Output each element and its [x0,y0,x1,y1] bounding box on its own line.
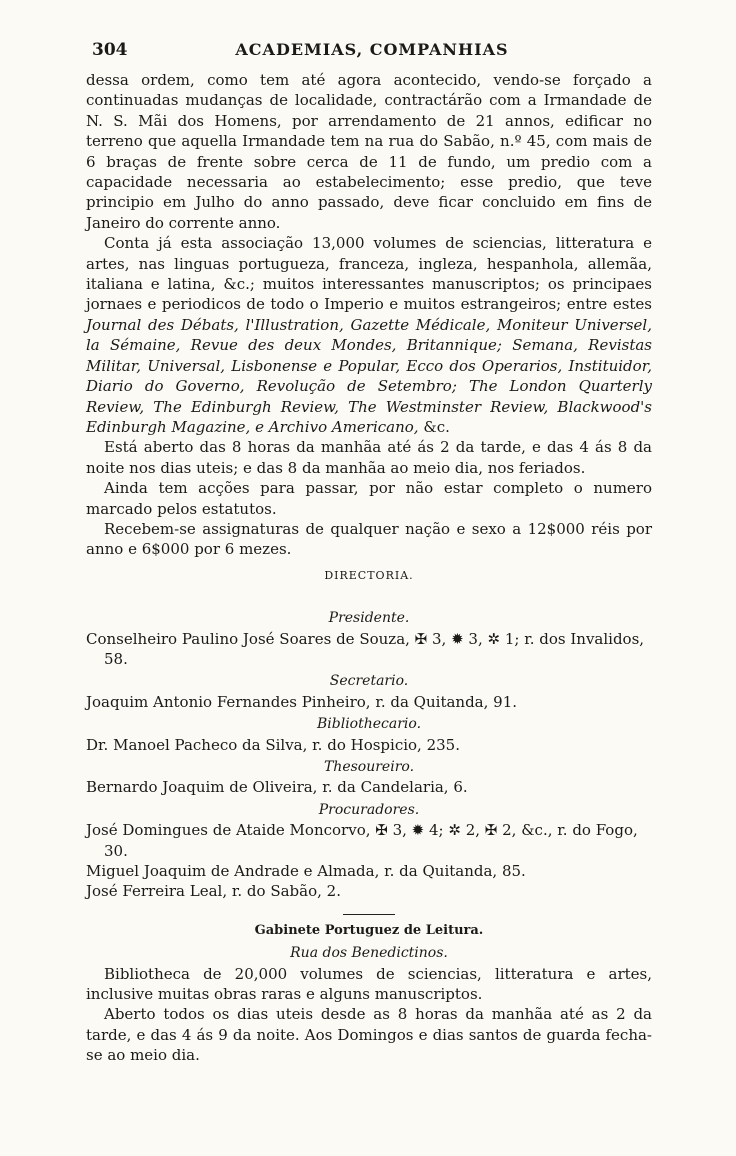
section-subtitle: Rua dos Benedictinos. [290,945,448,962]
collection-text-end: &c. [418,417,450,436]
role-treasurer: Thesoureiro. [323,759,415,775]
page-number: 304 [92,40,128,60]
role-secretary: Secretario. [329,673,409,690]
running-title: ACADEMIAS, COMPANHIAS [235,40,509,59]
periodical-titles: Journal des Débats, l'Illustration, Gazette Médicale, Moniteur Universel, la Sémaine, Revue des deux Mondes, Britannique; Semana, Revistas Militar, Universal, Lisbonense e Popular, Ecco dos Operarios, Instituidor, Diario do Governo, Revolução de Setembro; The London Quarterly Review, The Edinburgh Review, The Westminster Review, Blackwood's Edinburgh Magazine, e Archivo Americano, [86,315,652,436]
entry-attorney: Miguel Joaquim de Andrade e Almada, r. da Quitanda, 85. [86,862,526,881]
directory-heading: DIRECTORIA. [324,568,414,582]
section-divider [343,914,395,915]
paragraph-building: dessa ordem, como tem até agora acontecido, vendo-se forçado a continuadas mudanças de localidade, contractárão com a Irmandade de N. S. Mãi dos Homens, por arrendamento de 21 annos, edificar no terreno que aquella Irmandade tem na rua do Sabão, n.º 45, com mais de 6 braças de frente sobre cerca de 11 de fundo, um predio com a capacidade necessaria ao estabelecimento; esse predio, que teve principio em Julho do anno passado, deve ficar concluido em fins de Janeiro do corrente anno. [86,71,652,232]
paragraph-collection [86,233,652,437]
entry-president: Conselheiro Paulino José Soares de Souza, ✠ 3, ✹ 3, ✲ 1; r. dos Invalidos, 58. [86,629,645,668]
entry-attorney: José Ferreira Leal, r. do Sabão, 2. [86,882,341,901]
role-attorneys: Procuradores. [318,801,420,818]
section-title: Gabinete Portuguez de Leitura. [254,922,484,938]
entry-attorney: José Domingues de Ataide Moncorvo, ✠ 3, ✹ 4; ✲ 2, ✠ 2, &c., r. do Fogo, 30. [86,821,638,860]
paragraph-library: Bibliotheca de 20,000 volumes de sciencias, litteratura e artes, inclusive muitas obras raras e alguns manuscriptos. [86,964,652,1004]
role-librarian: Bibliothecario. [316,716,422,733]
entry-secretary: Joaquim Antonio Fernandes Pinheiro, r. da Quitanda, 91. [86,692,518,711]
role-president: Presidente. [328,610,410,627]
paragraph-opening: Aberto todos os dias uteis desde as 8 horas da manhãa até as 2 da tarde, e das 4 ás 9 da noite. Aos Domingos e dias santos de guarda fecha-se ao meio dia. [86,1005,652,1065]
entry-librarian: Dr. Manoel Pacheco da Silva, r. do Hospicio, 235. [86,735,460,754]
paragraph-shares: Ainda tem acções para passar, por não estar completo o numero marcado pelos estatutos. [86,479,652,518]
paragraph-hours: Está aberto das 8 horas da manhãa até ás 2 da tarde, e das 4 ás 8 da noite nos dias uteis; e das 8 da manhãa ao meio dia, nos feriados. [86,438,652,477]
collection-text: Conta já esta associação 13,000 volumes de sciencias, litteratura e artes, nas linguas portugueza, franceza, ingleza, hespanhola, allemãa, italiana e latina, &c.; muitos interessantes manuscriptos; os principaes jornaes e periodicos de todo o Imperio e muitos estrangeiros; entre estes [86,234,652,314]
paragraph-subscriptions: Recebem-se assignaturas de qualquer nação e sexo a 12$000 réis por anno e 6$000 por 6 mezes. [86,519,652,559]
running-header [92,40,652,62]
page-body [86,70,652,1066]
entry-treasurer: Bernardo Joaquim de Oliveira, r. da Candelaria, 6. [86,778,468,797]
